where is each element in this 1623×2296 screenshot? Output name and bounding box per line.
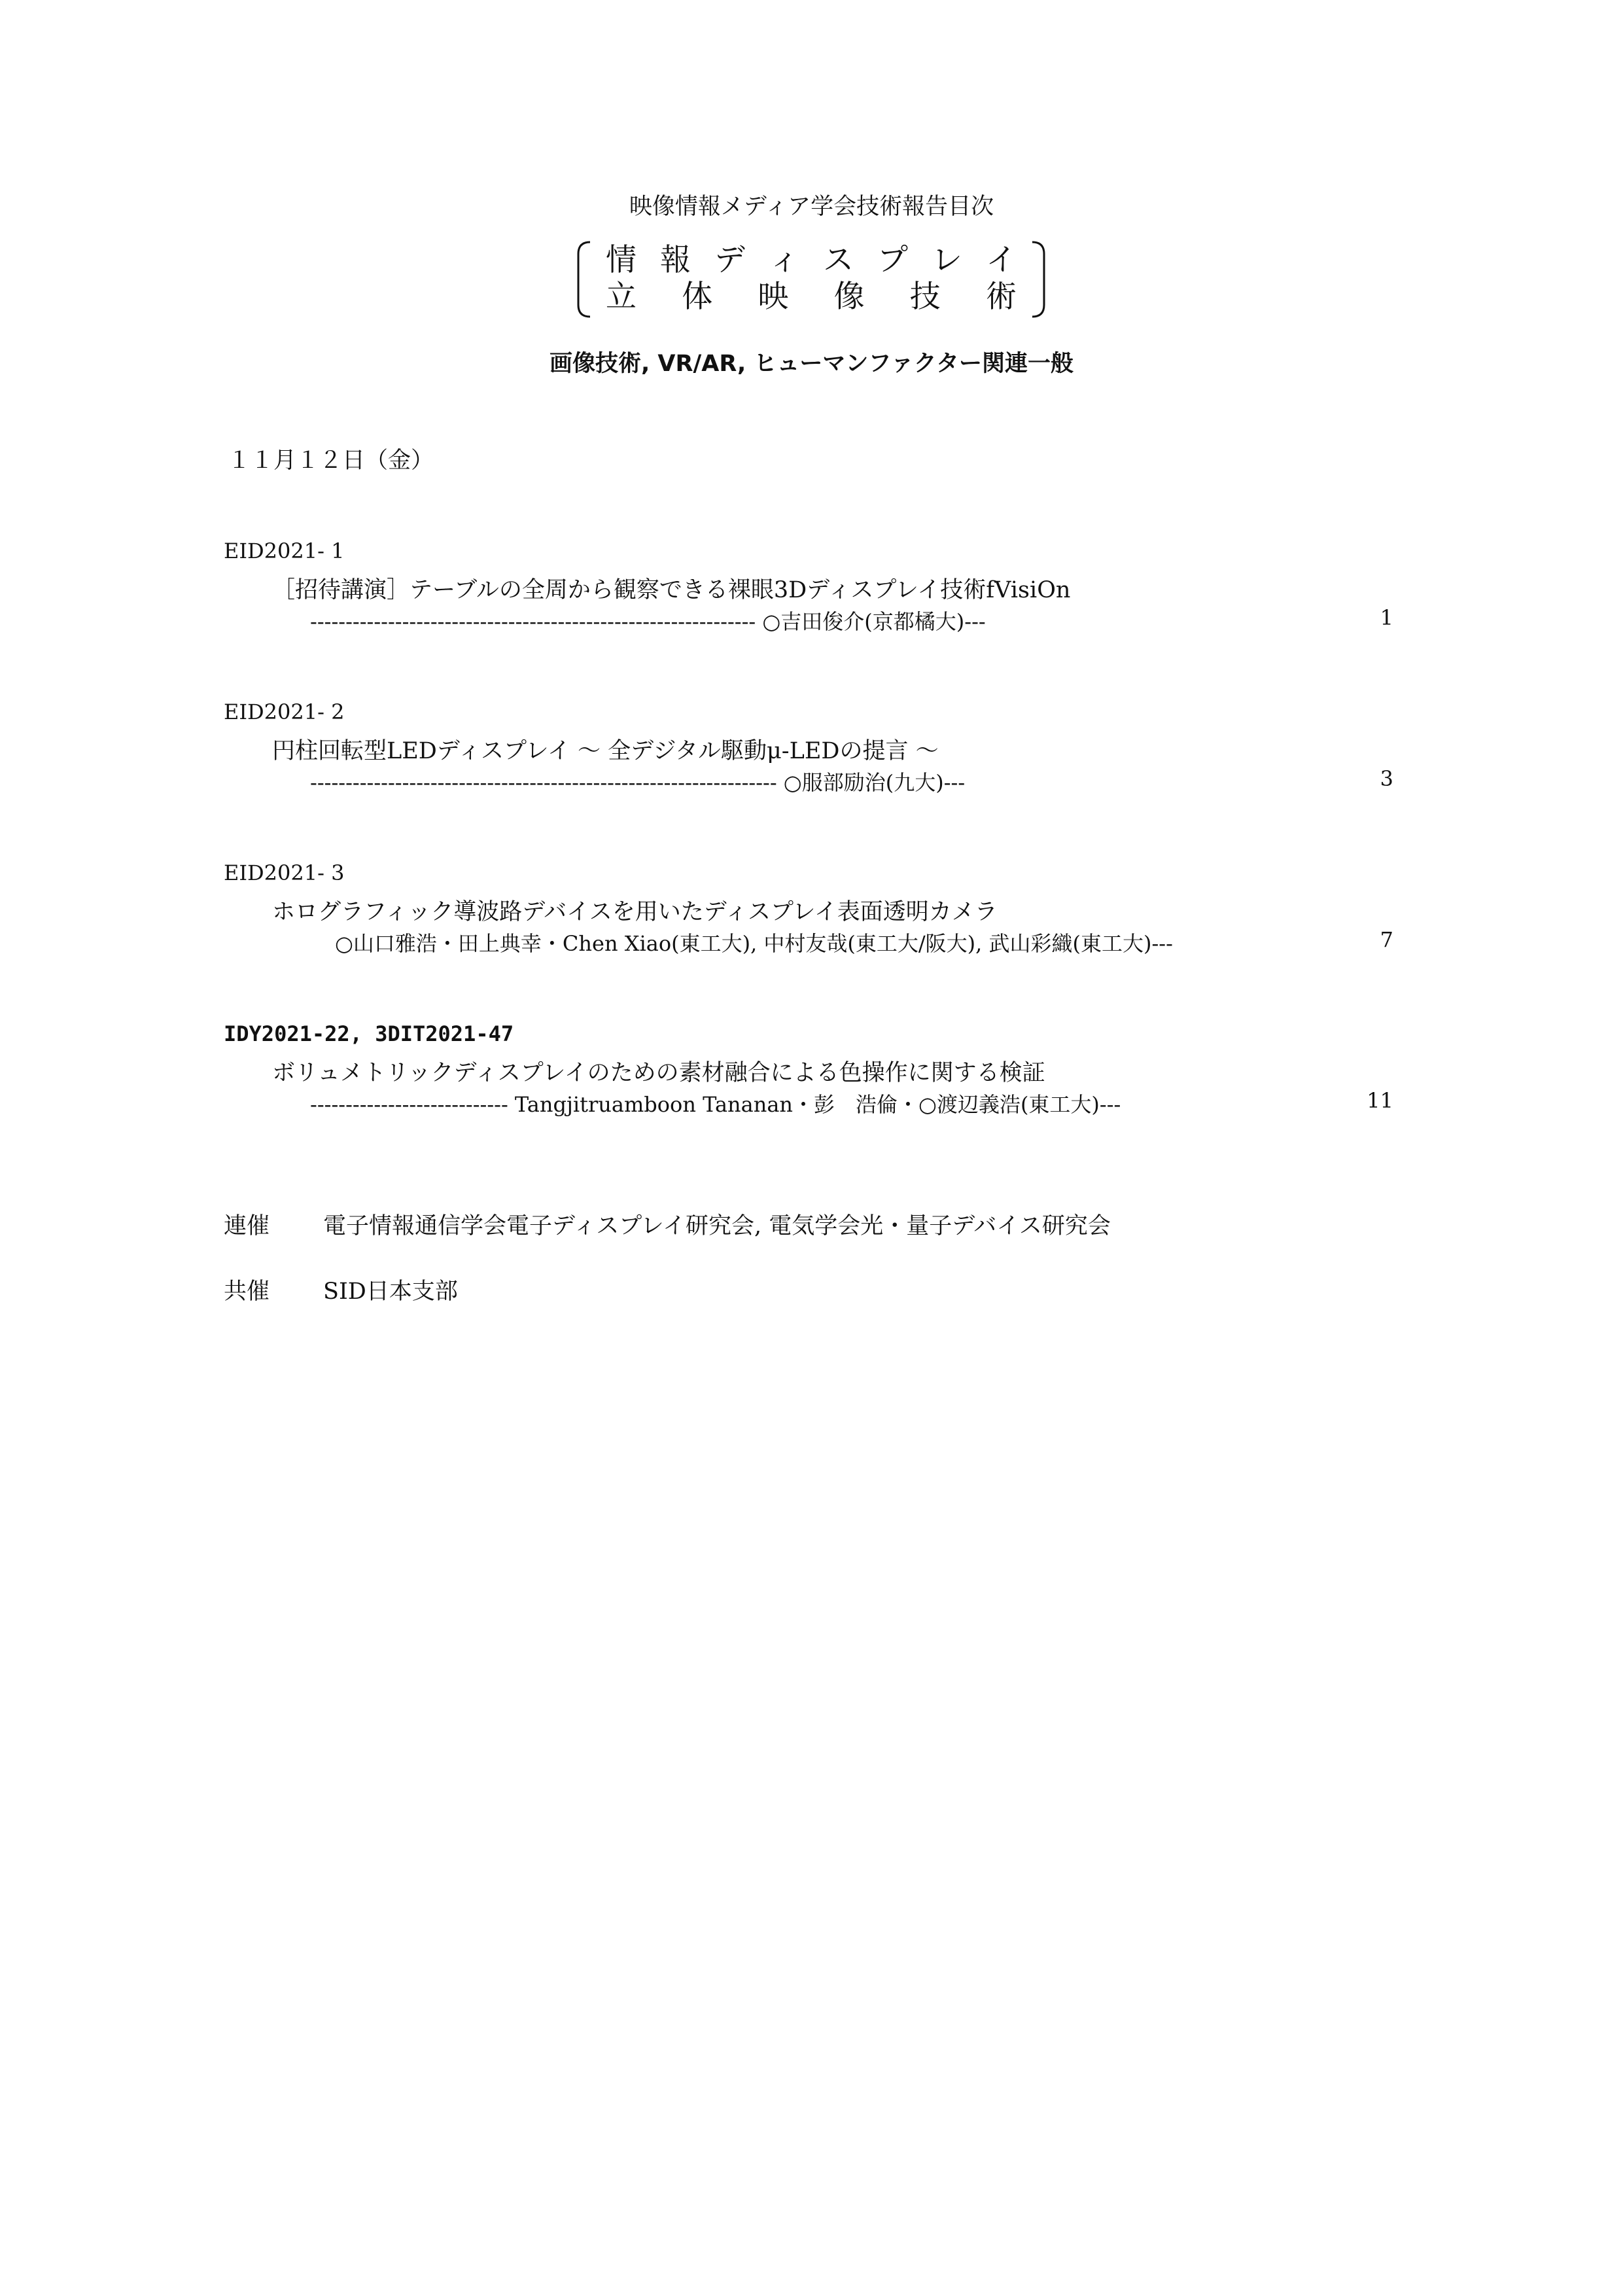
right-bracket-icon	[1030, 241, 1047, 318]
report-header-title: 映像情報メディア学会技術報告目次	[629, 194, 994, 220]
committee-name-box	[576, 241, 1047, 319]
session-title: 画像技術, VR/AR, ヒューマンファクター関連一般	[549, 351, 1074, 377]
entry-id: EID2021- 2	[224, 699, 345, 724]
entry-authors: ○山口雅浩・田上典幸・Chen Xiao(東工大), 中村友哉(東工大/阪大), 武山彩織(東工大)---	[335, 931, 1173, 956]
entry-title: ホログラフィック導波路デバイスを用いたディスプレイ表面透明カメラ	[272, 899, 998, 925]
entry-id: IDY2021-22, 3DIT2021-47	[224, 1021, 514, 1046]
session-date: １１月１２日（金）	[228, 448, 434, 474]
co-sponsor-value: 電子情報通信学会電子ディスプレイ研究会, 電気学会光・量子デバイス研究会	[323, 1213, 1111, 1239]
entry-title: 円柱回転型LEDディスプレイ ～ 全デジタル駆動μ-LEDの提言 ～	[272, 738, 939, 764]
committee-line-2: 立 体 映 像 技 術	[606, 279, 1017, 315]
joint-sponsor-label: 共催	[224, 1279, 270, 1305]
co-sponsor-label: 連催	[224, 1213, 270, 1239]
entry-page-number: 3	[1380, 766, 1393, 791]
entry-page-number: 1	[1380, 605, 1393, 630]
entry-page-number: 11	[1367, 1088, 1393, 1113]
entry-authors: ------------------------------------------------------------------ ○服部励治(九大)---	[310, 770, 966, 795]
entry-authors: --------------------------------------------------------------- ○吉田俊介(京都橘大)---	[310, 609, 986, 634]
joint-sponsor-value: SID日本支部	[323, 1279, 458, 1305]
entry-id: EID2021- 1	[224, 539, 345, 563]
left-bracket-icon	[576, 241, 593, 318]
entry-authors: ---------------------------- Tangjitruamboon Tananan・彭 浩倫・○渡辺義浩(東工大)---	[310, 1092, 1121, 1117]
committee-line-1: 情 報 デ ィ ス プ レ イ	[606, 242, 1017, 278]
entry-title: ボリュメトリックディスプレイのための素材融合による色操作に関する検証	[272, 1060, 1045, 1086]
entry-title: ［招待講演］テーブルの全周から観察できる裸眼3Dディスプレイ技術fVisiOn	[272, 577, 1071, 603]
entry-id: EID2021- 3	[224, 860, 345, 885]
entry-page-number: 7	[1380, 927, 1393, 952]
